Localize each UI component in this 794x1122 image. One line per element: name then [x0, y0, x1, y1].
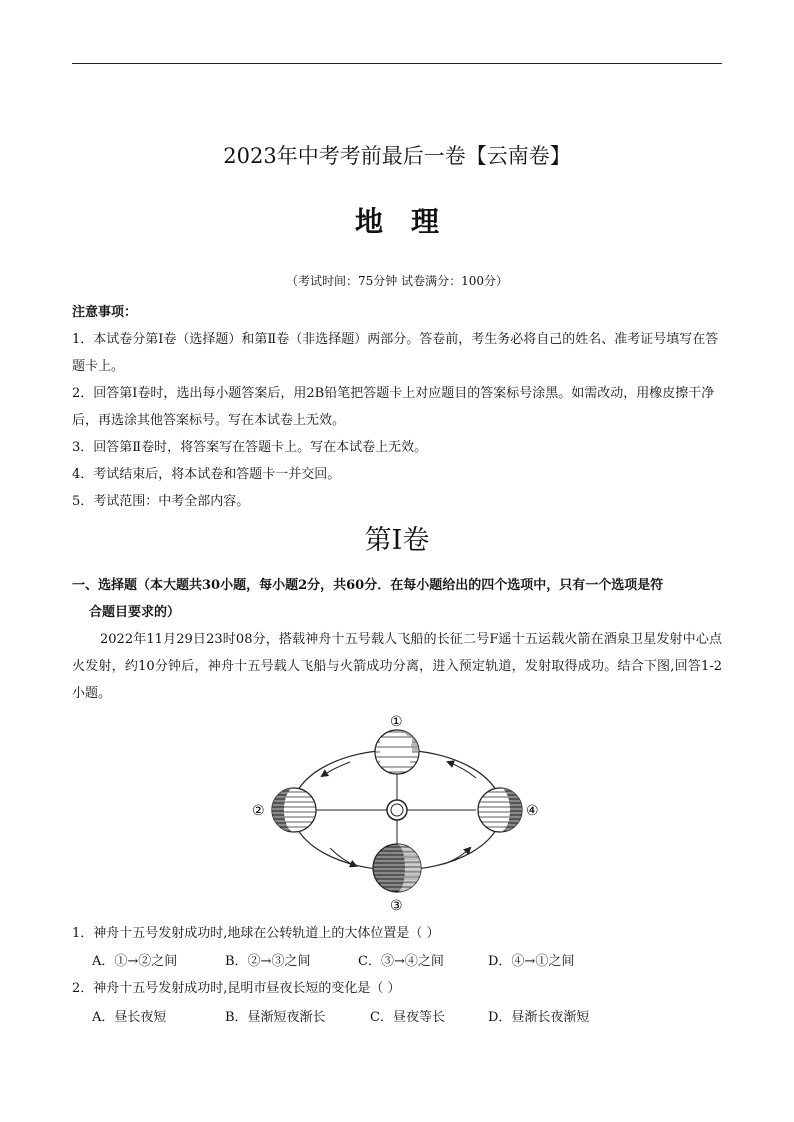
section-heading-line1: 一、选择题（本大题共30小题，每小题2分，共60分．在每小题给出的四个选项中，只有一个选项是符: [72, 578, 664, 593]
question-2-stem: 2．神舟十五号发射成功时,昆明市昼夜长短的变化是（ ）: [72, 981, 401, 996]
earth-position-3: [373, 844, 421, 892]
notes-item: 1．本试卷分第Ⅰ卷（选择题）和第Ⅱ卷（非选择题）两部分。答卷前，考生务必将自己的姓名、准考证号填写在答题卡上。: [72, 332, 719, 374]
option-b[interactable]: B．②→③之间: [225, 954, 311, 969]
question-1-options: [92, 950, 722, 969]
earth-orbit-diagram: [252, 708, 550, 914]
section-heading: [72, 572, 722, 626]
exam-info: （考试时间：75分钟 试卷满分：100分）: [286, 274, 508, 288]
option-b[interactable]: B．昼渐短夜渐长: [225, 1010, 326, 1025]
passage-text: 2022年11月29日23时08分，搭载神舟十五号载人飞船的长征二号F遥十五运载火箭在酒泉卫星发射中心点火发射，约10分钟后，神舟十五号载人飞船与火箭成功分离，进入预定轨道，发射取得成功。结合下图,回答1-2小题。: [72, 632, 722, 701]
notes-heading: 注意事项：: [72, 305, 138, 320]
notes-block: [72, 299, 722, 515]
orbit-arrow: [330, 848, 356, 866]
section-heading-line2: 合题目要求的）: [89, 605, 181, 620]
option-a[interactable]: A．①→②之间: [92, 954, 178, 969]
notes-item: 2．回答第Ⅰ卷时，选出每小题答案后，用2B铅笔把答题卡上对应题目的答案标号涂黑。如需改动，用橡皮擦干净后，再选涂其他答案标号。写在本试卷上无效。: [72, 386, 715, 428]
option-c[interactable]: C．③→④之间: [358, 954, 444, 969]
question-2-options: [92, 1006, 722, 1025]
notes-item: 3．回答第Ⅱ卷时，将答案写在答题卡上。写在本试卷上无效。: [72, 440, 428, 455]
exam-title: 2023年中考考前最后一卷【云南卷】: [223, 144, 571, 168]
orbit-arrow: [322, 762, 350, 776]
sun-icon: [387, 800, 407, 820]
earth-position-1: [375, 730, 419, 774]
notes-item: 5．考试范围：中考全部内容。: [72, 494, 250, 509]
subject-title: 地理: [354, 205, 467, 238]
option-d[interactable]: D．昼渐长夜渐短: [488, 1010, 590, 1025]
orbit-arrow: [444, 848, 470, 864]
earth-position-2: [272, 788, 316, 832]
position-label-1: ①: [390, 714, 403, 730]
option-a[interactable]: A．昼长夜短: [92, 1010, 167, 1025]
option-c[interactable]: C．昼夜等长: [370, 1010, 445, 1025]
orbit-arrow: [448, 762, 476, 778]
notes-item: 4．考试结束后，将本试卷和答题卡一并交回。: [72, 467, 341, 482]
header-rule: [72, 63, 722, 64]
question-1-stem: 1．神舟十五号发射成功时,地球在公转轨道上的大体位置是（ ）: [72, 926, 440, 941]
position-label-2: ②: [252, 803, 265, 819]
position-label-4: ④: [526, 803, 539, 819]
earth-position-4: [478, 788, 522, 832]
volume-title: 第Ⅰ卷: [364, 525, 430, 556]
position-label-3: ③: [390, 898, 403, 914]
option-d[interactable]: D．④→①之间: [488, 954, 575, 969]
